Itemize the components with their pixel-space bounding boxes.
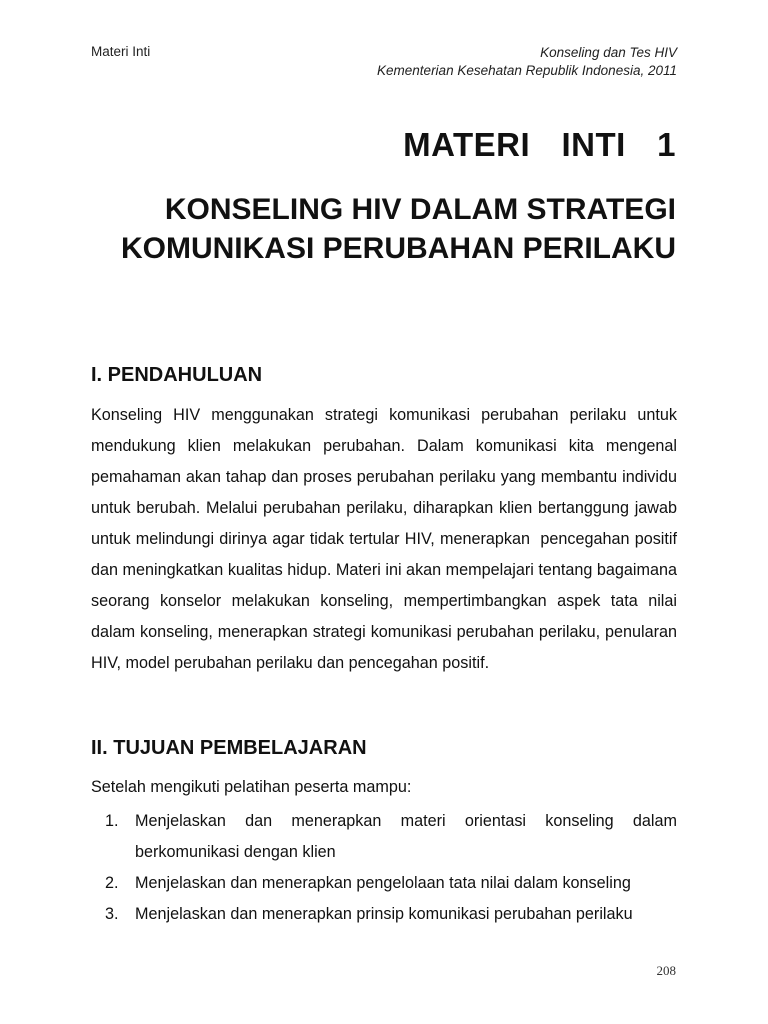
chapter-title: KONSELING HIV DALAM STRATEGI KOMUNIKASI PERUBAHAN PERILAKU <box>120 193 676 265</box>
list-item <box>105 899 677 930</box>
list-item-number: 2. <box>105 874 119 892</box>
list-item <box>105 868 677 899</box>
list-item-text: Menjelaskan dan menerapkan pengelolaan tata nilai dalam konseling <box>135 874 631 892</box>
section-heading-pendahuluan: I. PENDAHULUAN <box>91 364 263 386</box>
list-item-number: 3. <box>105 905 119 923</box>
objectives-list <box>105 806 677 930</box>
list-item-text: Menjelaskan dan menerapkan materi orientasi konseling dalam berkomunikasi dengan klien <box>135 812 677 861</box>
page-number: 208 <box>656 963 676 978</box>
list-item-number: 1. <box>105 812 119 830</box>
chapter-label: MATERI INTI 1 <box>403 126 676 163</box>
section-heading-tujuan: II. TUJUAN PEMBELAJARAN <box>91 737 367 759</box>
list-item-text: Menjelaskan dan menerapkan prinsip komunikasi perubahan perilaku <box>135 905 633 923</box>
header-right <box>377 44 677 80</box>
pendahuluan-paragraph: Konseling HIV menggunakan strategi komunikasi perubahan perilaku untuk mendukung klien melakukan perubahan. Dalam komunikasi kita mengenal pemahaman akan tahap dan proses perubahan perilaku yang membantu individu untuk berubah. Melalui perubahan perilaku, diharapkan klien bertanggung jawab untuk melindungi dirinya agar tidak tertular HIV, menerapkan pencegahan positif dan meningkatkan kualitas hidup. Materi ini akan mempelajari tentang bagaimana seorang konselor melakukan konseling, mempertimbangkan aspek tata nilai dalam konseling, menerapkan strategi komunikasi perubahan perilaku, penularan HIV, model perubahan perilaku dan pencegahan positif. <box>91 406 682 672</box>
header-right-line2: Kementerian Kesehatan Republik Indonesia, 2011 <box>377 63 677 78</box>
header-left: Materi Inti <box>91 44 151 59</box>
header-right-line1: Konseling dan Tes HIV <box>540 45 677 60</box>
list-item <box>105 806 677 868</box>
tujuan-intro: Setelah mengikuti pelatihan peserta mampu: <box>91 778 412 796</box>
